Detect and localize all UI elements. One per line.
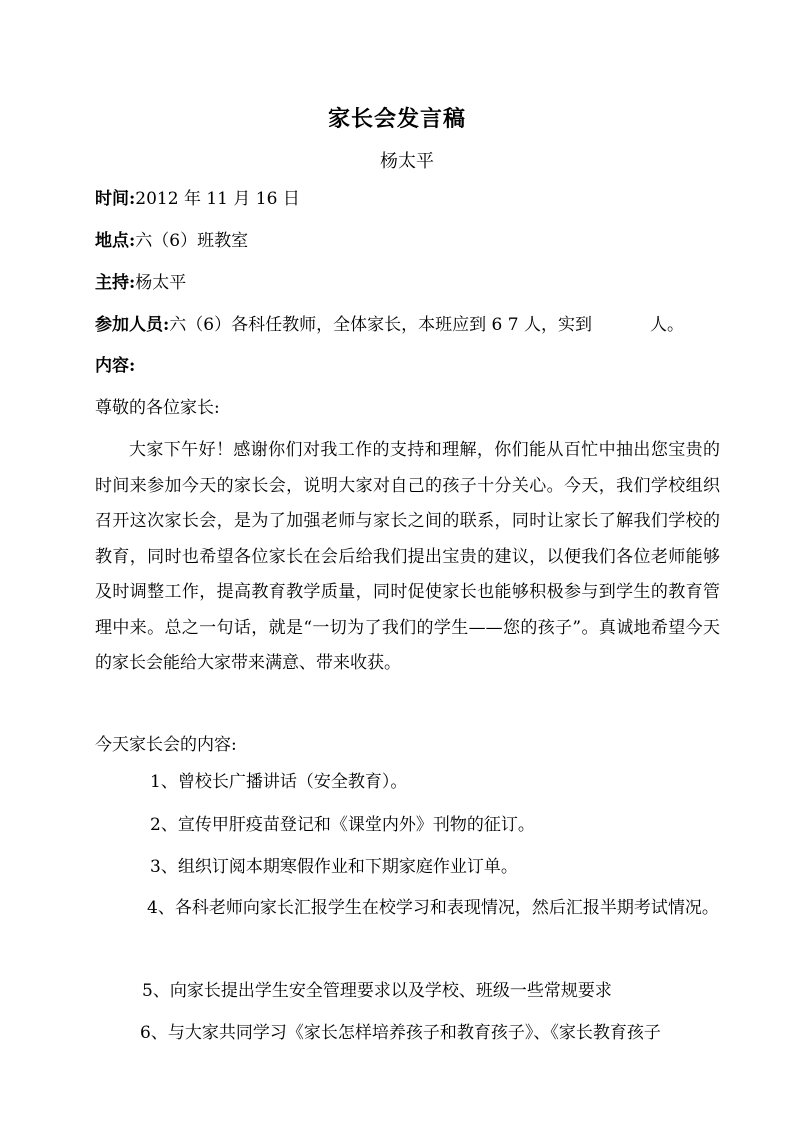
time-label: 时间: (95, 189, 136, 209)
agenda-item-1: 1、曾校长广播讲话（安全教育）。 (150, 772, 408, 792)
agenda-item-3: 3、组织订阅本期寒假作业和下期家庭作业订单。 (150, 857, 518, 877)
main-paragraph: 大家下午好！感谢你们对我工作的支持和理解，你们能从百忙中抽出您宝贵的时间来参加今天的家长会，说明大家对自己的孩子十分关心。今天，我们学校组织召开这次家长会，是为了加强老师与家长之间的联系，同时让家长了解我们学校的教育，同时也希望各位家长在会后给我们提出宝贵的建议，以便我们各位老师能够及时调整工作，提高教育教学质量，同时促使家长也能够积极参与到学生的教育管理中来。总之一句话，就是“一切为了我们的学生——您的孩子”。真诚地希望今天的家长会能给大家带来满意、带来收获。 (95, 440, 720, 673)
agenda-heading: 今天家长会的内容: (95, 735, 237, 755)
author-name: 杨太平 (380, 151, 434, 172)
host-value: 杨太平 (135, 273, 187, 293)
content-line (95, 354, 735, 378)
attendees-value-end: 人。 (649, 315, 684, 335)
agenda-item-5: 5、向家长提出学生安全管理要求以及学校、班级一些常规要求 (142, 981, 612, 1001)
agenda-item-4: 4、各科老师向家长汇报学生在校学习和表现情况，然后汇报半期考试情况。 (147, 898, 719, 918)
time-value: 2012 年 11 月 16 日 (135, 189, 300, 209)
attendees-line (95, 313, 735, 337)
content-label: 内容: (95, 356, 136, 376)
agenda-item-2: 2、宣传甲肝疫苗登记和《课堂内外》刊物的征订。 (150, 815, 535, 835)
attendees-value: 六（6）各科任教师，全体家长，本班应到 6 7 人，实到 (169, 315, 592, 335)
place-line (95, 229, 735, 253)
host-line (95, 271, 735, 295)
place-value: 六（6）班教室 (135, 231, 249, 251)
place-label: 地点: (95, 231, 136, 251)
document-title: 家长会发言稿 (327, 106, 466, 132)
time-line (95, 187, 735, 211)
agenda-item-6: 6、与大家共同学习《家长怎样培养孩子和教育孩子》、《家长教育孩子 (140, 1023, 661, 1043)
host-label: 主持: (95, 273, 136, 293)
attendees-label: 参加人员: (95, 315, 170, 335)
greeting: 尊敬的各位家长: (95, 398, 220, 418)
